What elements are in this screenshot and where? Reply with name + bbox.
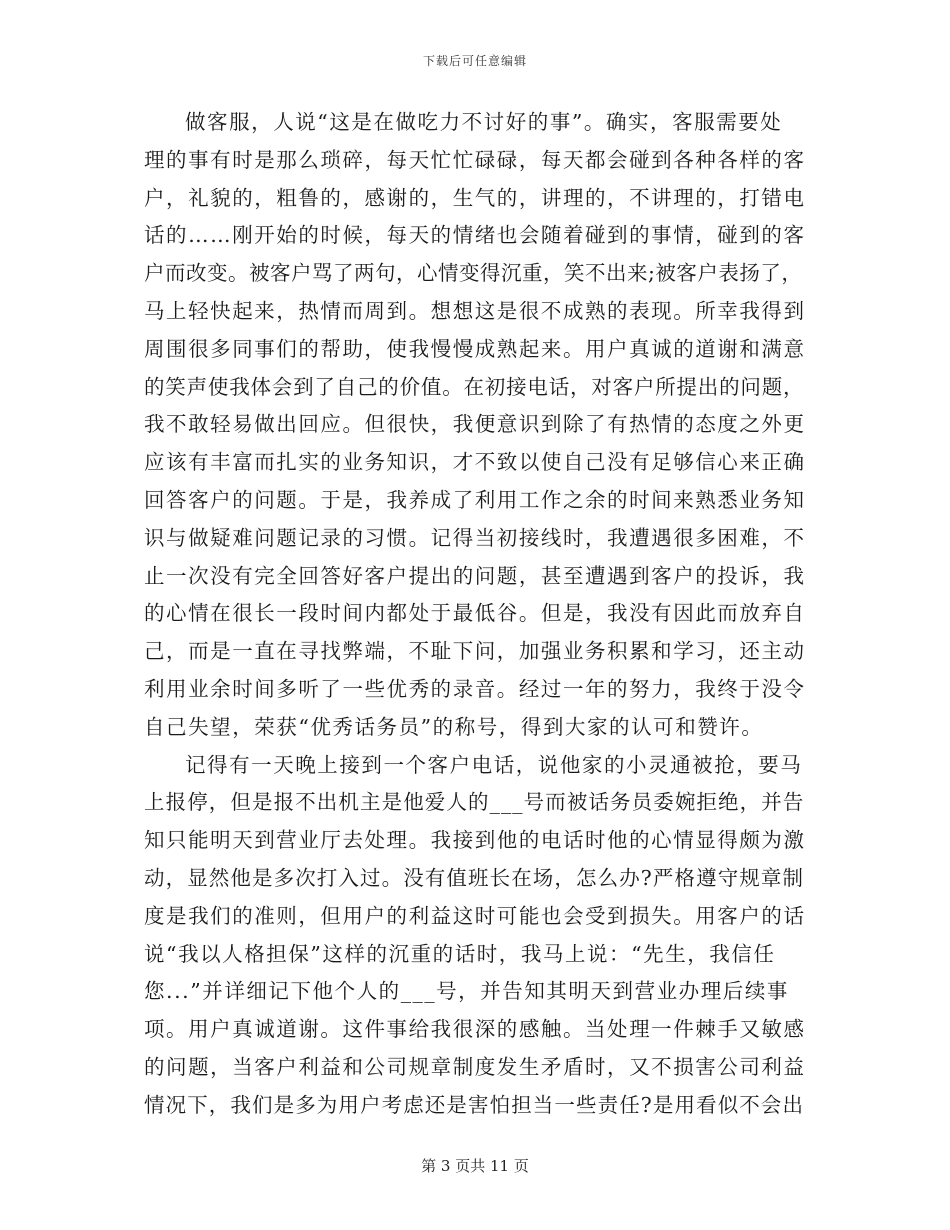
text-line: 项。用户真诚道谢。这件事给我很深的感触。当处理一件棘手又敏感 (144, 1017, 806, 1042)
text-line: 的笑声使我体会到了自己的价值。在初接电话，对客户所提出的问题， (144, 374, 805, 399)
text-line: 的心情在很长一段时间内都处于最低谷。但是，我没有因此而放弃自 (144, 601, 806, 626)
text-line: 己，而是一直在寻找弊端，不耻下问，加强业务积累和学习，还主动 (144, 639, 806, 664)
page-footer: 第 3 页共 11 页 (421, 1157, 529, 1175)
page-header: 下载后可任意编辑 (422, 54, 527, 68)
text-line: 度是我们的准则，但用户的利益这时可能也会受到损失。用客户的话 (144, 903, 806, 928)
text-line: 马上轻快起来，热情而周到。想想这是很不成熟的表现。所幸我得到 (144, 298, 806, 323)
text-line: 应该有丰富而扎实的业务知识，才不致以使自己没有足够信心来正确 (144, 450, 806, 475)
text-line: 说“我以人格担保”这样的沉重的话时，我马上说：“先生，我信任 (144, 941, 776, 966)
text-line: 做客服，人说“这是在做吃力不讨好的事”。确实，客服需要处 (185, 110, 783, 134)
text-line: 情况下，我们是多为用户考虑还是害怕担当一些责任?是用看似不会出 (144, 1092, 805, 1117)
text-line: 上报停，但是报不出机主是他爱人的___号而被话务员委婉拒绝，并告 (144, 790, 805, 815)
text-line: 回答客户的问题。于是，我养成了利用工作之余的时间来熟悉业务知 (144, 487, 806, 512)
text-line: 自己失望，荣获“优秀话务员”的称号，得到大家的认可和赞许。 (144, 714, 764, 739)
text-line: 止一次没有完全回答好客户提出的问题，甚至遭遇到客户的投诉，我 (144, 563, 806, 588)
text-line: 户，礼貌的，粗鲁的，感谢的，生气的，讲理的，不讲理的，打错电 (144, 185, 806, 210)
text-line: 利用业余时间多听了一些优秀的录音。经过一年的努力，我终于没令 (144, 676, 806, 701)
text-line: 知只能明天到营业厅去处理。我接到他的电话时他的心情显得颇为激 (144, 828, 806, 853)
text-line: 周围很多同事们的帮助，使我慢慢成熟起来。用户真诚的道谢和满意 (144, 336, 806, 361)
text-line: 识与做疑难问题记录的习惯。记得当初接线时，我遭遇很多困难，不 (144, 525, 806, 550)
text-line: 的问题，当客户利益和公司规章制度发生矛盾时，又不损害公司利益 (144, 1054, 806, 1079)
text-line: 理的事有时是那么琐碎，每天忙忙碌碌，每天都会碰到各种各样的客 (144, 147, 806, 172)
text-line: 记得有一天晚上接到一个客户电话，说他家的小灵通被抢，要马 (185, 752, 803, 777)
text-line: 您...”并详细记下他个人的___号，并告知其明天到营业办理后续事 (144, 979, 789, 1004)
text-line: 我不敢轻易做出回应。但很快，我便意识到除了有热情的态度之外更 (144, 412, 806, 437)
text-line: 动，显然他是多次打入过。没有值班长在场，怎么办?严格遵守规章制 (144, 865, 805, 890)
text-line: 户而改变。被客户骂了两句，心情变得沉重，笑不出来;被客户表扬了， (144, 261, 803, 286)
text-line: 话的……刚开始的时候，每天的情绪也会随着碰到的事情，碰到的客 (144, 223, 806, 248)
document-body (144, 104, 806, 1125)
